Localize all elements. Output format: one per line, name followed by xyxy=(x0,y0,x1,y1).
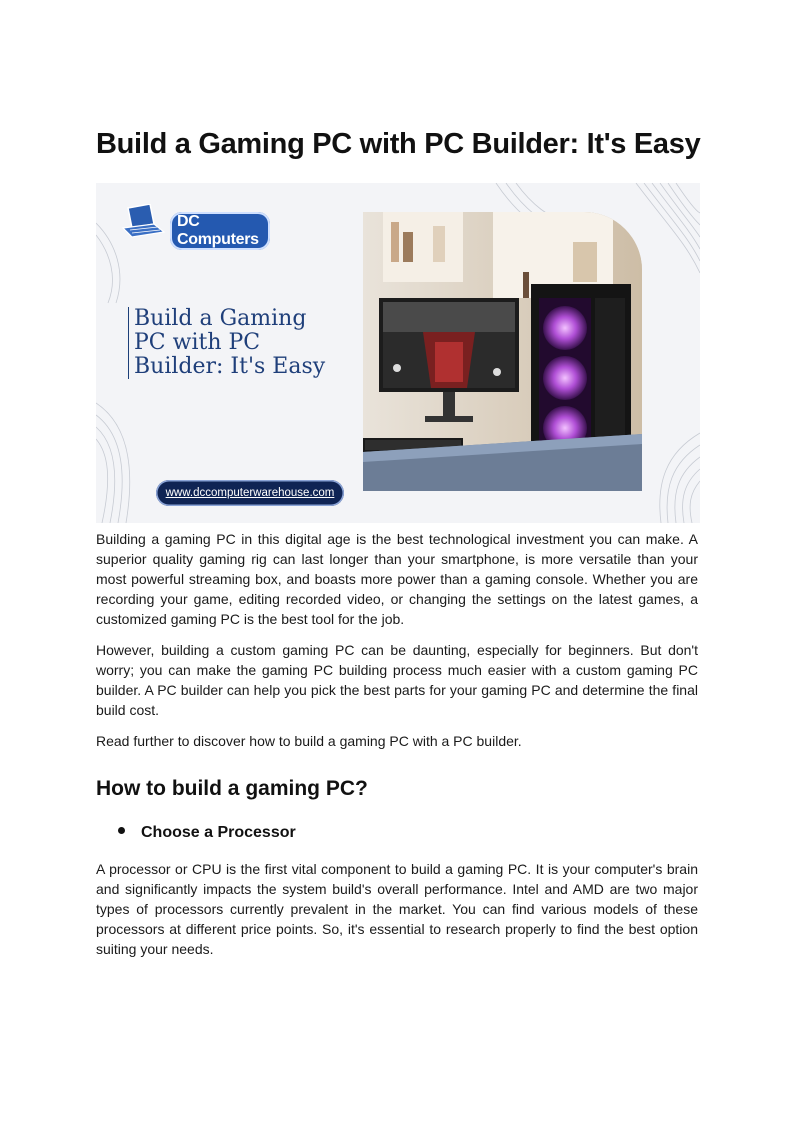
bullet-item xyxy=(118,824,296,842)
hero-heading-line: PC with PC xyxy=(134,330,261,355)
read-further-paragraph xyxy=(96,731,698,751)
processor-paragraph xyxy=(96,859,698,959)
hero-heading-line: Builder: It's Easy xyxy=(134,354,326,379)
paragraph-text: Building a gaming PC in this digital age is the best technological investment you can make. A superior quality gaming rig can last longer than your smartphone, is more versatile than your most powerful streaming box, and boasts more power than a gaming console. Whether you are recording your game, editing recorded video, or changing the settings on the latest games, a customized gaming PC is the best tool for the job. xyxy=(96,531,698,627)
paragraph-text: Read further to discover how to build a gaming PC with a PC builder. xyxy=(96,733,522,749)
hero-heading xyxy=(128,307,325,379)
logo-text: DC Computers xyxy=(170,212,270,250)
paragraph-text: A processor or CPU is the first vital component to build a gaming PC. It is your computer's brain and significantly impacts the system build's overall performance. Intel and AMD are two major types of processors currently prevalent in the market. You can find various models of these processors at different price points. So, it's essential to research properly to find the best option suiting your needs. xyxy=(96,861,698,957)
intro-paragraph xyxy=(96,529,698,629)
page-title: Build a Gaming PC with PC Builder: It's Easy xyxy=(96,128,701,160)
laptop-logo-icon xyxy=(120,204,166,240)
section-heading: How to build a gaming PC? xyxy=(96,777,368,800)
builder-paragraph xyxy=(96,640,698,720)
bullet-icon xyxy=(118,827,125,834)
website-url-badge[interactable]: www.dccomputerwarehouse.com xyxy=(156,480,344,506)
gaming-setup-illustration xyxy=(363,212,642,491)
hero-banner xyxy=(96,183,700,523)
paragraph-text: However, building a custom gaming PC can be daunting, especially for beginners. But don't worry; you can make the gaming PC building process much easier with a custom gaming PC builder. A PC builder can help you pick the best parts for your gaming PC and determine the final build cost. xyxy=(96,642,698,718)
gaming-pc-photo xyxy=(363,212,642,491)
dc-computers-logo xyxy=(120,202,270,248)
bullet-label: Choose a Processor xyxy=(141,824,296,841)
hero-heading-line: Build a Gaming xyxy=(134,306,307,331)
